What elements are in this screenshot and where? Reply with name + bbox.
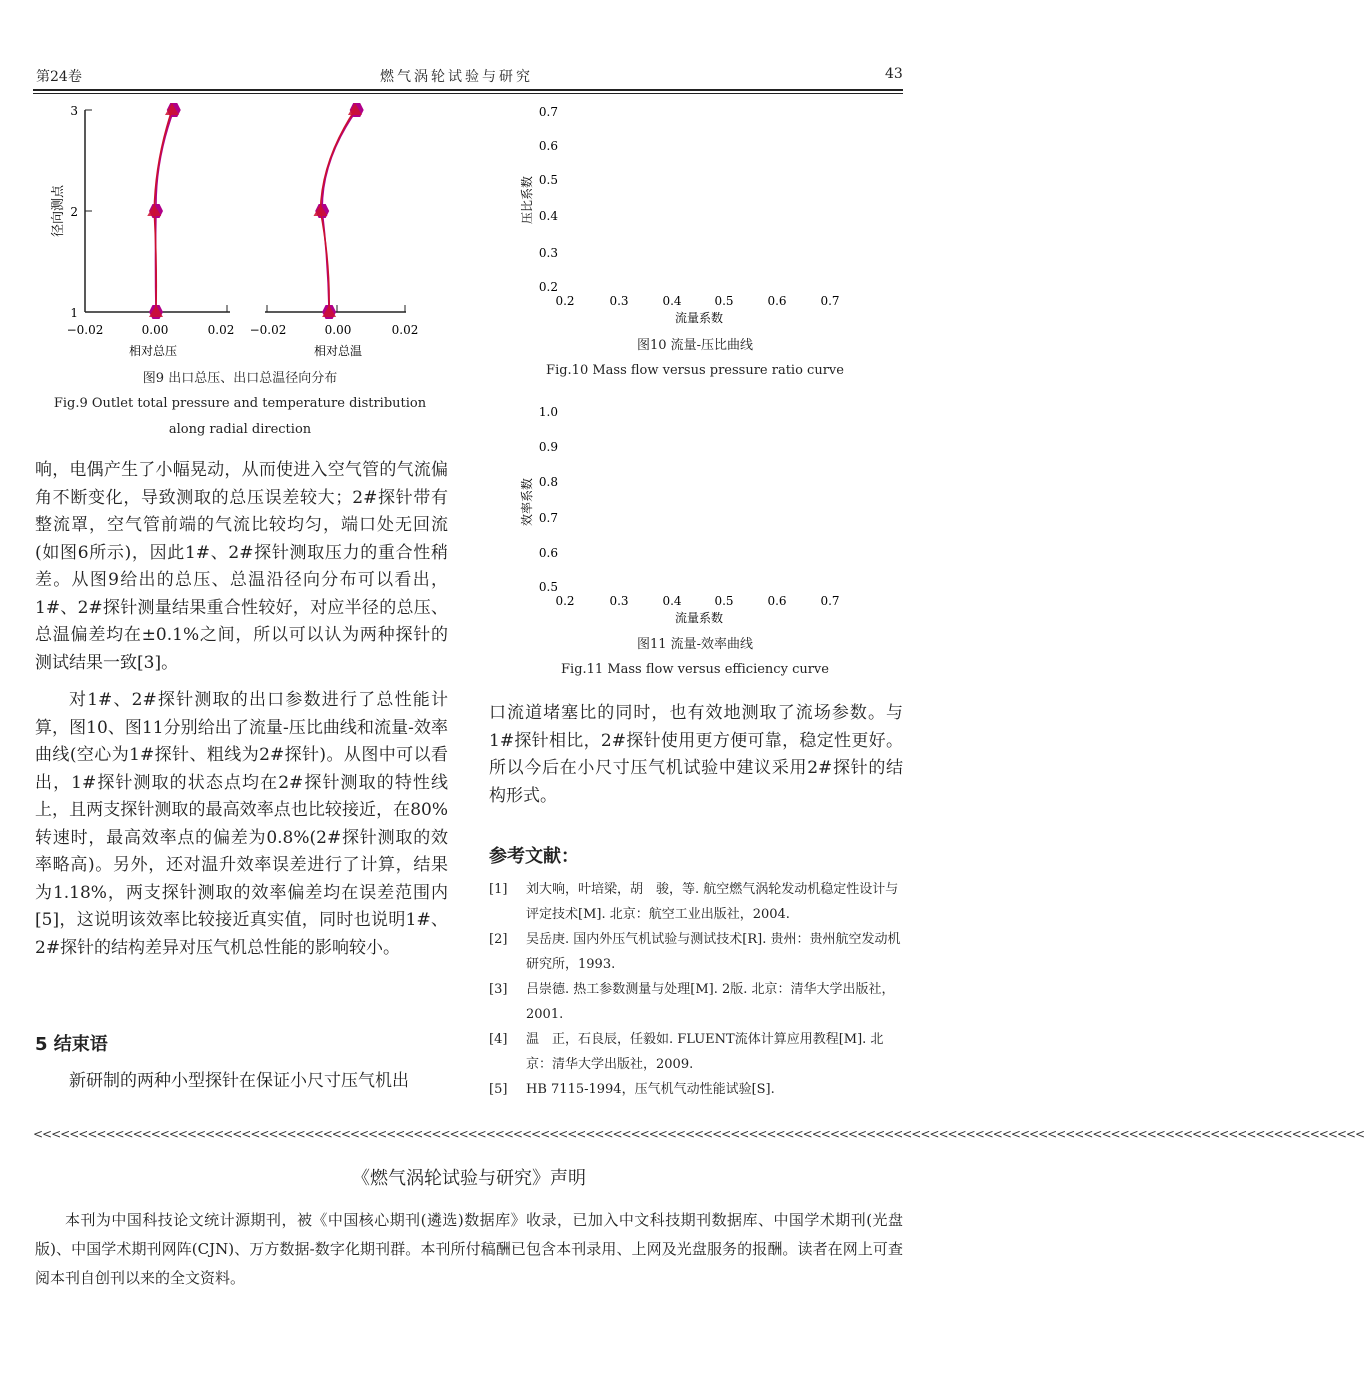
fig10-ytick-06: 0.6 xyxy=(538,139,558,153)
notice-body: 本刊为中国科技论文统计源期刊，被《中国核心期刊(遴选)数据库》收录，已加入中文科技期刊数据库、中国学术期刊(光盘版)、中国学术期刊网阵(CJN)、万方数据-数字化期刊群。本刊所付稿酬已包含本刊录用、上网及光盘服务的报酬。读者在网上可查阅本刊自创刊以来的全文资料。 xyxy=(35,1211,903,1287)
notice-title: 《燃气涡轮试验与研究》声明 xyxy=(352,1168,586,1189)
fig9-caption-en-line2: along radial direction xyxy=(168,422,312,437)
reference-text: 吕崇德. 热工参数测量与处理[M]. 2版. 北京：清华大学出版社，2001. xyxy=(526,982,895,1022)
left-paragraph-3: 新研制的两种小型探针在保证小尺寸压气机出 xyxy=(69,1071,409,1091)
reference-number: [5] xyxy=(489,1082,508,1097)
fig9-caption-en-line1: Fig.9 Outlet total pressure and temperature distribution xyxy=(53,396,427,411)
fig9-right-xtick-neg: −0.02 xyxy=(249,323,287,337)
running-header-volume: 第24卷 xyxy=(36,69,82,85)
fig9-xlabel-right: 相对总温 xyxy=(313,344,363,358)
reference-text: 刘大响，叶培梁，胡 骏，等. 航空燃气涡轮发动机稳定性设计与评定技术[M]. 北京：航空工业出版社，2004. xyxy=(526,882,899,922)
fig10-caption-en: Fig.10 Mass flow versus pressure ratio curve xyxy=(546,363,844,378)
fig11-ytick-07: 0.7 xyxy=(538,511,558,525)
fig11-xtick-02: 0.2 xyxy=(555,594,575,608)
reference-number: [3] xyxy=(489,982,508,997)
fig10-xtick-04: 0.4 xyxy=(662,294,682,308)
reference-text: HB 7115-1994，压气机气动性能试验[S]. xyxy=(526,1082,775,1097)
fig10-chart xyxy=(505,98,865,330)
fig9-ylabel: 径向测点 xyxy=(51,184,66,238)
fig9-left-xtick-neg: −0.02 xyxy=(66,323,104,337)
reference-item xyxy=(489,1077,903,1102)
fig10-ytick-02: 0.2 xyxy=(538,280,558,294)
left-column xyxy=(35,457,448,962)
reference-text: 吴岳庚. 国内外压气机试验与测试技术[R]. 贵州：贵州航空发动机研究所，1993. xyxy=(526,932,901,972)
fig11-ytick-05: 0.5 xyxy=(538,580,558,594)
fig9-right-xtick-zero: 0.00 xyxy=(324,323,352,337)
right-paragraph-1: 口流道堵塞比的同时，也有效地测取了流场参数。与1#探针相比，2#探针使用更方便可靠，稳定性更好。所以今后在小尺寸压气机试验中建议采用2#探针的结构形式。 xyxy=(489,703,903,806)
fig11-ytick-10: 1.0 xyxy=(538,405,558,419)
fig9-left-xtick-pos: 0.02 xyxy=(207,323,235,337)
fig9-ytick-2: 2 xyxy=(70,205,78,219)
fig10-caption-cn: 图10 流量-压比曲线 xyxy=(636,338,754,353)
reference-item xyxy=(489,977,903,1027)
left-paragraph-1: 响，电偶产生了小幅晃动，从而使进入空气管的气流偏角不断变化，导致测取的总压误差较大；2#探针带有整流罩，空气管前端的气流比较均匀，端口处无回流(如图6所示)，因此1#、2#探针测取压力的重合性稍差。从图9给出的总压、总温沿径向分布可以看出，1#、2#探针测量结果重合性较好，对应半径的总压、总温偏差均在±0.1%之间，所以可以认为两种探针的测试结果一致[3]。 xyxy=(35,460,448,673)
fig11-xtick-04: 0.4 xyxy=(662,594,682,608)
fig9-left-xtick-zero: 0.00 xyxy=(141,323,169,337)
fig11-ytick-09: 0.9 xyxy=(538,440,558,454)
fig9-ytick-3: 3 xyxy=(70,104,78,118)
page-number: 43 xyxy=(885,66,903,82)
fig11-xtick-03: 0.3 xyxy=(609,594,629,608)
fig9-caption-cn: 图9 出口总压、出口总温径向分布 xyxy=(142,371,338,386)
fig11-chart xyxy=(505,398,865,630)
reference-number: [1] xyxy=(489,882,508,897)
section-5-title: 5 结束语 xyxy=(35,1034,108,1055)
fig11-xtick-06: 0.6 xyxy=(767,594,787,608)
fig9-ytick-1: 1 xyxy=(70,306,78,320)
reference-item xyxy=(489,877,903,927)
fig10-xlabel: 流量系数 xyxy=(674,311,724,325)
fig11-ytick-06: 0.6 xyxy=(538,546,558,560)
reference-text: 温 正，石良辰，任毅如. FLUENT流体计算应用教程[M]. 北京：清华大学出版社，2009. xyxy=(526,1032,884,1072)
fig10-xtick-07: 0.7 xyxy=(820,294,840,308)
header-rule xyxy=(33,89,903,91)
running-header-journal: 燃气涡轮试验与研究 xyxy=(380,69,533,85)
fig11-caption-cn: 图11 流量-效率曲线 xyxy=(636,637,754,652)
left-paragraph-2: 对1#、2#探针测取的出口参数进行了总性能计算，图10、图11分别给出了流量-压比曲线和流量-效率曲线(空心为1#探针、粗线为2#探针)。从图中可以看出，1#探针测取的状态点均在2#探针测取的特性线上，且两支探针测取的最高效率点也比较接近，在80%转速时，最高效率点的偏差为0.8%(2#探针测取的效率略高)。另外，还对温升效率误差进行了计算，结果为1.18%，两支探针测取的效率偏差均在误差范围内[5]，这说明该效率比较接近真实值，同时也说明1#、2#探针的结构差异对压气机总性能的影响较小。 xyxy=(35,690,448,958)
fig11-ytick-08: 0.8 xyxy=(538,475,558,489)
fig11-caption-en: Fig.11 Mass flow versus efficiency curve xyxy=(561,662,829,677)
fig11-ylabel: 效率系数 xyxy=(520,477,534,527)
decorative-divider: <<<<<<<<<<<<<<<<<<<<<<<<<<<<<<<<<<<<<<<<<<<<<<<<<<<<<<<<<<<<<<<<<<<<<<<<<<<<<<<<<<<<<<<<<<<<<<<<<<<<<<<<<<<<<<<<<<<<<<<<<<<<<<<<<<<<<<<<<<<<<<<<<<< xyxy=(33,1127,1364,1141)
fig10-xtick-02: 0.2 xyxy=(555,294,575,308)
reference-number: [2] xyxy=(489,932,508,947)
reference-item xyxy=(489,927,903,977)
header-rule-thin xyxy=(33,93,903,94)
fig10-xtick-03: 0.3 xyxy=(609,294,629,308)
fig9-xlabel-left: 相对总压 xyxy=(128,344,178,358)
fig9-chart xyxy=(40,98,440,363)
fig9-right-xtick-pos: 0.02 xyxy=(391,323,419,337)
fig11-xtick-05: 0.5 xyxy=(714,594,734,608)
fig10-ytick-07: 0.7 xyxy=(538,105,558,119)
fig11-xlabel: 流量系数 xyxy=(674,611,724,625)
references-title: 参考文献： xyxy=(489,846,579,867)
fig10-ytick-03: 0.3 xyxy=(538,246,558,260)
fig10-ytick-05: 0.5 xyxy=(538,173,558,187)
fig10-ylabel: 压比系数 xyxy=(520,175,534,225)
fig10-xtick-05: 0.5 xyxy=(714,294,734,308)
reference-number: [4] xyxy=(489,1032,508,1047)
fig10-xtick-06: 0.6 xyxy=(767,294,787,308)
fig11-xtick-07: 0.7 xyxy=(820,594,840,608)
reference-item xyxy=(489,1027,903,1077)
fig10-ytick-04: 0.4 xyxy=(538,209,558,223)
reference-list xyxy=(489,877,903,1102)
